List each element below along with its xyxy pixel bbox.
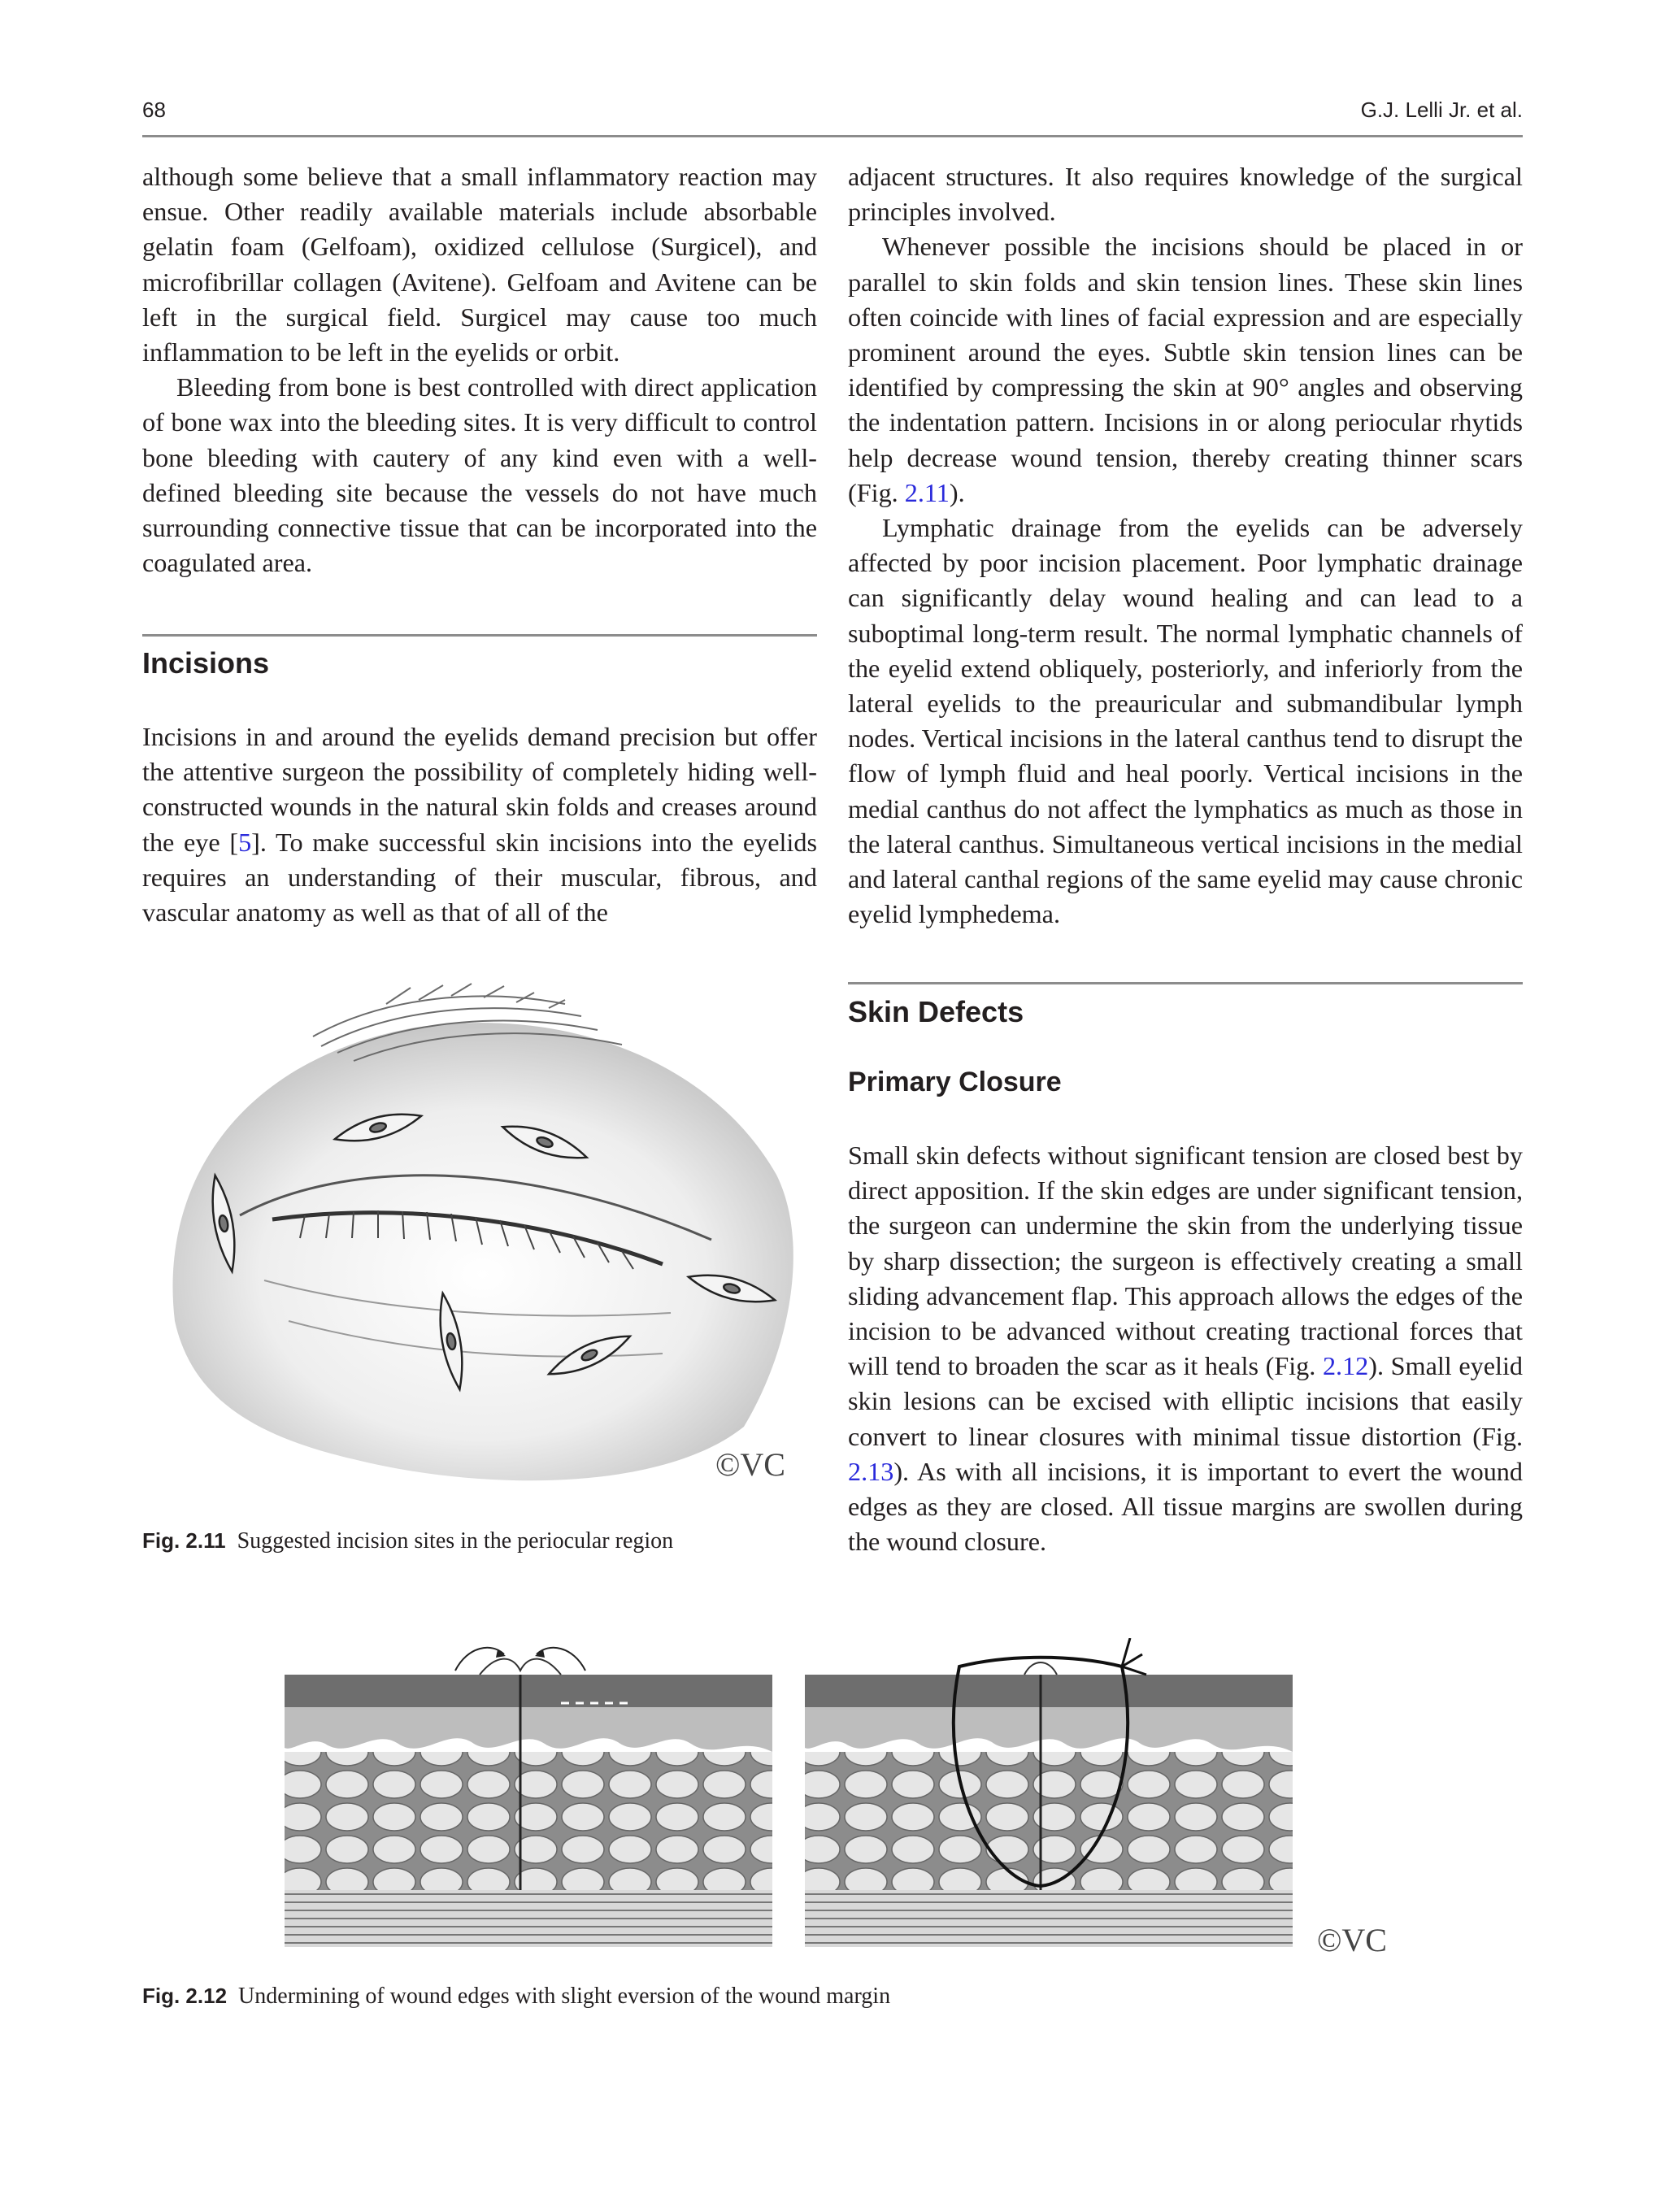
figure-link-2-13[interactable]: 2.13: [848, 1456, 894, 1486]
fat-layer: [285, 1752, 772, 1890]
paragraph: Whenever possible the incisions should be placed in or parallel to skin folds and skin tension lines. These skin lines often coincide with lines of facial expression and are especially prominent around the eyes. Subtle skin tension lines can be identified by compressing the skin at 90° angles and observing the indentation pattern. Incisions in or along periocular rhytids help decrease wound tension, thereby creating thinner scars (Fig. 2.11).: [848, 232, 1523, 507]
running-header-authors: G.J. Lelli Jr. et al.: [1360, 98, 1523, 122]
page-number: 68: [142, 98, 166, 122]
everted-wound-edges: [480, 1659, 561, 1675]
suture-knot: [1122, 1638, 1146, 1675]
section-heading-skin-defects: Skin Defects: [848, 995, 1024, 1028]
section-heading-incisions: Incisions: [142, 646, 270, 680]
skin-region: [172, 1023, 793, 1480]
figure-link-2-12[interactable]: 2.12: [1322, 1351, 1369, 1381]
paragraph: adjacent structures. It also requires knowledge of the surgical principles involved.: [848, 162, 1523, 227]
figure-label: Fig. 2.12: [142, 1984, 228, 2008]
dermis-layer: [805, 1707, 1293, 1752]
section-rule: [848, 982, 1523, 984]
figure-2-12-illustration: [276, 1638, 1398, 1963]
incisions-text: [142, 719, 817, 930]
figure-link-2-11[interactable]: 2.11: [904, 477, 950, 507]
paragraph: Bleeding from bone is best controlled with direct application of bone wax into the bleeding sites. It is very difficult to control bone bleeding with cautery of any kind even with a well-defined bleeding site because the vessels do not have much surrounding connective tissue that can be incorporated into the coagulated area.: [142, 372, 817, 578]
paragraph: although some believe that a small inflammatory reaction may ensue. Other readily available materials include absorbable gelatin foam (Gelfoam), oxidized cellulose (Surgicel), and microfibrillar collagen (Avitene). Gelfoam and Avitene can be left in the surgical field. Surgicel may cause too much inflammation to be left in the eyelids or orbit.: [142, 162, 817, 367]
everted-wound-edges: [1024, 1662, 1057, 1675]
dermis-layer: [285, 1707, 772, 1752]
subsection-heading-primary-closure: Primary Closure: [848, 1067, 1062, 1097]
primary-closure-text: [848, 1138, 1523, 1559]
panel-undermining: [285, 1648, 772, 1947]
header-rule: [142, 135, 1523, 137]
paragraph: Small skin defects without significant tension are closed best by direct apposition. If the skin edges are under significant tension, the surgeon can undermine the skin from the underlying tissue by sharp dissection; the surgeon is effectively creating a small sliding advancement flap. This approach allows the edges of the incision to be advanced without creating tractional forces that will tend to broaden the scar as it heals (Fig. 2.12). Small eyelid skin lesions can be excised with elliptic incisions that easily convert to linear closures with minimal tissue distortion (Fig. 2.13). As with all incisions, it is important to evert the wound edges as they are closed. All tissue margins are swollen during the wound closure.: [848, 1141, 1523, 1557]
figure-2-12-caption: [142, 1984, 890, 2010]
panel-suture-closure: [805, 1638, 1293, 1947]
fat-layer: [805, 1752, 1293, 1890]
epidermis-layer: [285, 1675, 772, 1707]
figure-2-11-illustration: [142, 971, 817, 1508]
paragraph: Incisions in and around the eyelids demand precision but offer the attentive surgeon the possibility of completely hiding well-constructed wounds in the natural skin folds and creases around the eye [5]. To make successful skin incisions into the eyelids requires an understanding of their muscular, fibrous, and vascular anatomy as well as that of all of the: [142, 722, 817, 928]
figure-2-12-copyright: ©VC: [1317, 1922, 1387, 1958]
muscle-layer: [285, 1890, 772, 1947]
reference-link-5[interactable]: 5: [238, 827, 252, 857]
figure-caption-text: Undermining of wound edges with slight eversion of the wound margin: [238, 1984, 891, 2009]
epidermis-layer: [805, 1675, 1293, 1707]
figure-label: Fig. 2.11: [142, 1528, 226, 1553]
figure-2-11-copyright: ©VC: [715, 1446, 785, 1483]
figure-2-11-caption: [142, 1528, 673, 1554]
muscle-layer: [805, 1890, 1293, 1947]
paragraph: Lymphatic drainage from the eyelids can be adversely affected by poor incision placement. Poor lymphatic drainage can significantly delay wound healing and can lead to a suboptimal long-term result. The normal lymphatic channels of the eyelid extend obliquely, posteriorly, and inferiorly from the lateral eyelids to the preauricular and submandibular lymph nodes. Vertical incisions in the lateral canthus tend to disrupt the flow of lymph fluid and heal poorly. Vertical incisions in the medial canthus do not affect the lymphatics as much as those in the lateral canthus. Simultaneous vertical incisions in the medial and lateral canthal regions of the same eyelid may cause chronic eyelid lymphedema.: [848, 513, 1523, 929]
right-column: [848, 159, 1523, 932]
left-column: [142, 159, 817, 580]
figure-caption-text: Suggested incision sites in the periocular region: [237, 1528, 674, 1554]
section-rule: [142, 634, 817, 637]
